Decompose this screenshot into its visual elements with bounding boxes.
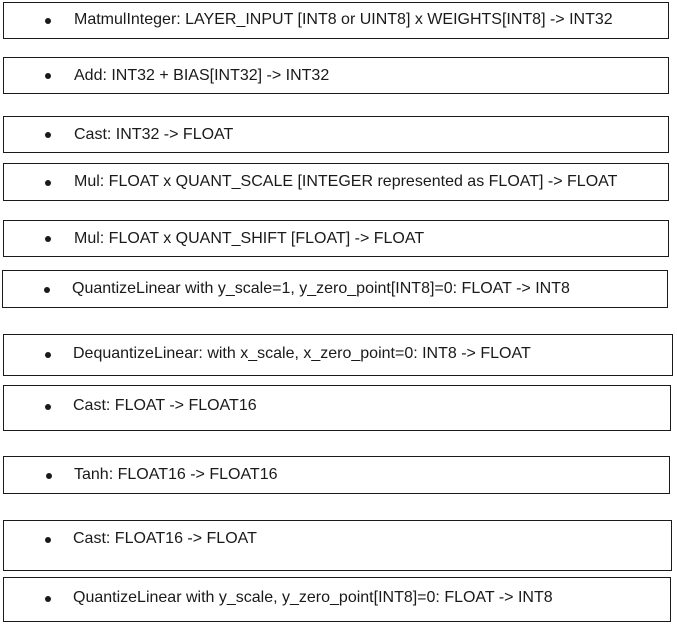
step-box-add-bias: [3, 57, 669, 94]
step-label: DequantizeLinear: with x_scale, x_zero_point=0: INT8 -> FLOAT: [73, 345, 531, 362]
step-box-mul-quant-scale: [3, 163, 669, 201]
step-label: Mul: FLOAT x QUANT_SCALE [INTEGER represented as FLOAT] -> FLOAT: [74, 173, 618, 190]
step-box-mul-quant-shift: [3, 220, 669, 257]
step-box-matmul-integer: [3, 2, 669, 39]
bullet-icon: [46, 473, 52, 479]
step-label: Cast: FLOAT16 -> FLOAT: [73, 530, 257, 547]
step-box-cast-float-float16: [3, 385, 671, 431]
step-label: Cast: FLOAT -> FLOAT16: [73, 397, 257, 414]
step-box-quantize-linear-2: [3, 577, 671, 622]
bullet-icon: [45, 537, 51, 543]
bullet-icon: [45, 236, 51, 242]
bullet-icon: [45, 73, 51, 79]
step-box-cast-float16-float: [3, 520, 672, 571]
step-label: Tanh: FLOAT16 -> FLOAT16: [74, 466, 278, 483]
step-box-quantize-linear-1: [2, 270, 668, 308]
bullet-icon: [45, 18, 51, 24]
step-label: QuantizeLinear with y_scale=1, y_zero_point[INT8]=0: FLOAT -> INT8: [72, 280, 570, 297]
bullet-icon: [45, 180, 51, 186]
step-box-tanh: [3, 456, 670, 494]
step-box-cast-int32-float: [3, 116, 669, 153]
step-label: Mul: FLOAT x QUANT_SHIFT [FLOAT] -> FLOAT: [74, 230, 425, 247]
bullet-icon: [45, 404, 51, 410]
bullet-icon: [44, 287, 50, 293]
bullet-icon: [45, 352, 51, 358]
step-box-dequantize-linear: [3, 334, 673, 376]
bullet-icon: [45, 132, 51, 138]
step-label: QuantizeLinear with y_scale, y_zero_point[INT8]=0: FLOAT -> INT8: [73, 589, 553, 606]
step-label: Add: INT32 + BIAS[INT32] -> INT32: [74, 67, 330, 84]
bullet-icon: [45, 596, 51, 602]
step-label: MatmulInteger: LAYER_INPUT [INT8 or UINT8] x WEIGHTS[INT8] -> INT32: [74, 11, 613, 28]
step-label: Cast: INT32 -> FLOAT: [74, 126, 234, 143]
